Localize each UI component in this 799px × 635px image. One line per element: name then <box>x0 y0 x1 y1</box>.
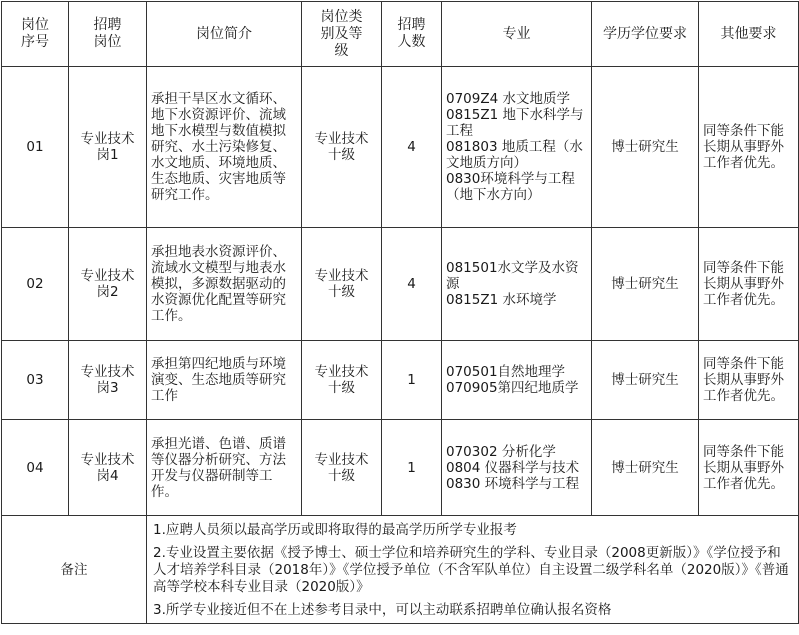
other-requirement: 同等条件下能长期从事野外工作者优先。 <box>699 67 799 228</box>
post-category: 专业技术十级 <box>302 67 382 228</box>
major-item: 070501自然地理学 <box>446 364 566 380</box>
post-number: 01 <box>2 67 69 228</box>
table-row <box>2 67 799 228</box>
major-item: 081803 地质工程（水文地质方向） <box>446 139 583 171</box>
hire-count: 4 <box>382 67 442 228</box>
table-row <box>2 341 799 420</box>
post-name: 专业技术岗1 <box>69 67 147 228</box>
major-list <box>442 341 592 420</box>
post-category: 专业技术十级 <box>302 228 382 341</box>
major-list <box>442 67 592 228</box>
notes-row <box>2 516 799 624</box>
major-list <box>442 420 592 516</box>
note-item: 3.所学专业接近但不在上述参考目录中，可以主动联系招聘单位确认报名资格 <box>153 602 612 618</box>
degree-requirement: 博士研究生 <box>592 341 699 420</box>
major-item: 0815Z1 水环境学 <box>446 292 557 308</box>
major-item: 0804 仪器科学与技术 <box>446 459 580 476</box>
major-item: 081501水文学及水资源 <box>446 260 579 292</box>
post-intro: 承担干旱区水文循环、地下水资源评价、流域地下水模型与数值模拟研究、水土污染修复、水文地质、环境地质、生态地质、灾害地质等研究工作。 <box>147 67 302 228</box>
note-item: 2.专业设置主要依据《授予博士、硕士学位和培养研究生的学科、专业目录（2008更新版）》《学位授予和人才培养学科目录（2018年）》《学位授予单位（不含军队单位）自主设置二级学科名单（2020版）》《普通高等学校本科专业目录（2020版）》 <box>153 545 789 595</box>
post-category: 专业技术十级 <box>302 420 382 516</box>
major-item: 0830环境科学与工程（地下水方向） <box>446 171 575 203</box>
post-name: 专业技术岗2 <box>69 228 147 341</box>
header-cell: 专业 <box>442 2 592 67</box>
header-cell: 学历学位要求 <box>592 2 699 67</box>
notes-label: 备注 <box>2 516 147 624</box>
degree-requirement: 博士研究生 <box>592 228 699 341</box>
post-intro: 承担第四纪地质与环境演变、生态地质等研究工作 <box>147 341 302 420</box>
post-number: 04 <box>2 420 69 516</box>
header-cell: 其他要求 <box>699 2 799 67</box>
other-requirement: 同等条件下能长期从事野外工作者优先。 <box>699 341 799 420</box>
hire-count: 4 <box>382 228 442 341</box>
major-item: 0830 环境科学与工程 <box>446 475 580 492</box>
hire-count: 1 <box>382 341 442 420</box>
post-name: 专业技术岗3 <box>69 341 147 420</box>
major-item: 070905第四纪地质学 <box>446 380 579 396</box>
header-cell: 招聘岗位 <box>69 2 147 67</box>
post-intro: 承担地表水资源评价、流域水文模型与地表水模拟，多源数据驱动的水资源优化配置等研究工作。 <box>147 228 302 341</box>
hire-count: 1 <box>382 420 442 516</box>
degree-requirement: 博士研究生 <box>592 420 699 516</box>
post-number: 02 <box>2 228 69 341</box>
header-cell: 岗位序号 <box>2 2 69 67</box>
major-list <box>442 228 592 341</box>
post-name: 专业技术岗4 <box>69 420 147 516</box>
header-row <box>2 2 799 67</box>
table-row <box>2 228 799 341</box>
notes-content <box>147 516 799 624</box>
major-item: 0709Z4 水文地质学 <box>446 91 570 107</box>
major-item: 070302 分析化学 <box>446 443 556 460</box>
header-cell: 岗位简介 <box>147 2 302 67</box>
table-row <box>2 420 799 516</box>
recruitment-table <box>1 1 799 624</box>
other-requirement: 同等条件下能长期从事野外工作者优先。 <box>699 228 799 341</box>
degree-requirement: 博士研究生 <box>592 67 699 228</box>
major-item: 0815Z1 地下水科学与工程 <box>446 107 584 139</box>
note-item: 1.应聘人员须以最高学历或即将取得的最高学历所学专业报考 <box>153 522 517 538</box>
other-requirement: 同等条件下能长期从事野外工作者优先。 <box>699 420 799 516</box>
header-cell: 招聘人数 <box>382 2 442 67</box>
header-cell: 岗位类别及等级 <box>302 2 382 67</box>
post-number: 03 <box>2 341 69 420</box>
post-intro: 承担光谱、色谱、质谱等仪器分析研究、方法开发与仪器研制等工作。 <box>147 420 302 516</box>
post-category: 专业技术十级 <box>302 341 382 420</box>
